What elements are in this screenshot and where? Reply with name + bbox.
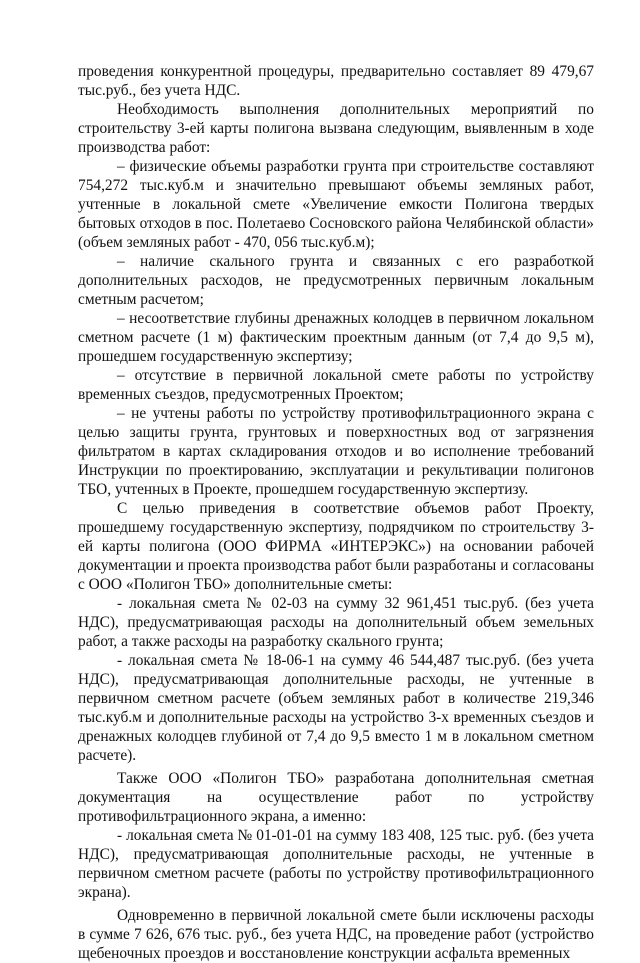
document-page	[78, 62, 594, 963]
paragraph-5: – несоответствие глубины дренажных колодцев в первичном локальном сметном расчете (1 м) фактическим проектным данным (от 7,4 до 9,5 м), прошедшем государственную экспертизу;	[78, 310, 594, 365]
paragraph-6: – отсутствие в первичной локальной смете работы по устройству временных съездов, предусмотренных Проектом;	[78, 367, 594, 403]
paragraph-3: – физические объемы разработки грунта при строительстве составляют 754,272 тыс.куб.м и значительно превышают объемы земляных работ, учтенные в локальной смете «Увеличение емкости Полигона твердых бытовых отходов в пос. Полетаево Сосновского района Челябинской области» (объем земляных работ - 470, 056 тыс.куб.м);	[78, 158, 594, 251]
paragraph-1: проведения конкурентной процедуры, предварительно составляет 89 479,67 тыс.руб., без учета НДС.	[78, 63, 594, 99]
paragraph-9: - локальная смета № 02-03 на сумму 32 961,451 тыс.руб. (без учета НДС), предусматривающая расходы на дополнительный объем земельных работ, а также расходы на разработку скального грунта;	[78, 595, 594, 650]
paragraph-10: - локальная смета № 18-06-1 на сумму 46 544,487 тыс.руб. (без учета НДС), предусматривающая дополнительные расходы, не учтенные в первичном сметном расчете (объем земляных работ в количестве 219,346 тыс.куб.м и дополнительные расходы на устройство 3-х временных съездов и дренажных колодцев глубиной от 7,4 до 9,5 вместо 1 м в локальном сметном расчете).	[78, 652, 594, 764]
paragraph-8: С целью приведения в соответствие объемов работ Проекту, прошедшему государственную экспертизу, подрядчиком по строительству 3-ей карты полигона (ООО ФИРМА «ИНТЕРЭКС») на основании рабочей документации и проекта производства работ были разработаны и согласованы с ООО «Полигон ТБО» дополнительные сметы:	[78, 500, 594, 593]
paragraph-7: – не учтены работы по устройству противофильтрационного экрана с целью защиты грунта, грунтовых и поверхностных вод от загрязнения фильтратом в картах складирования отходов и во исполнение требований Инструкции по проектированию, эксплуатации и рекультивации полигонов ТБО, учтенных в Проекте, прошедшем государственную экспертизу.	[78, 405, 594, 498]
paragraph-4: – наличие скального грунта и связанных с его разработкой дополнительных расходов, не предусмотренных первичным локальным сметным расчетом;	[78, 253, 594, 308]
paragraph-13: Одновременно в первичной локальной смете были исключены расходы в сумме 7 626, 676 тыс. руб., без учета НДС, на проведение работ (устройство щебеночных проездов и восстановление конструкции асфальта временных	[78, 907, 594, 962]
paragraph-12: - локальная смета № 01-01-01 на сумму 183 408, 125 тыс. руб. (без учета НДС), предусматривающая дополнительные расходы, не учтенные в первичном сметном расчете (работы по устройству противофильтрационного экрана).	[78, 827, 594, 901]
paragraph-11: Также ООО «Полигон ТБО» разработана дополнительная сметная документация на осуществление работ по устройству противофильтрационного экрана, а именно:	[78, 770, 594, 825]
paragraph-2: Необходимость выполнения дополнительных мероприятий по строительству 3-ей карты полигона вызвана следующим, выявленным в ходе производства работ:	[78, 101, 594, 156]
